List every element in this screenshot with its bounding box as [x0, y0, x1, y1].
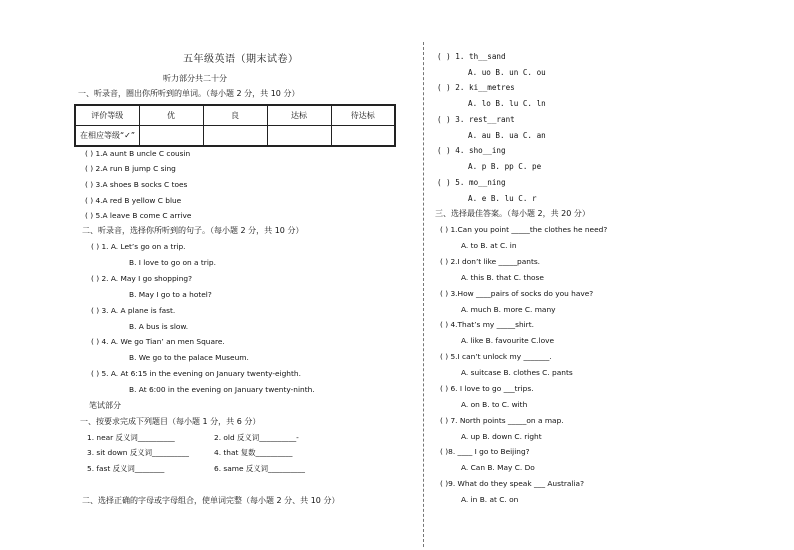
section1-heading: 一、听录音，圈出你所听到的单词。（每小题 2 分，共 10 分） [78, 89, 300, 98]
column-divider [423, 42, 424, 547]
table-cell [203, 126, 267, 147]
list-item: ( ) 5.A leave B come C arrive [85, 211, 192, 220]
list-item: ( )9. What do they speak ___ Australia? [440, 479, 584, 488]
list-item: ( ) 3. A. A plane is fast. [91, 306, 176, 315]
table-row [75, 105, 395, 126]
table-cell: 达标 [267, 105, 331, 126]
section2-heading: 二、听录音，选择你所听到的句子。（每小题 2 分，共 10 分） [82, 226, 304, 235]
list-item: ( ) 2. ki__metres [437, 83, 515, 92]
list-item: A. to B. at C. in [461, 241, 517, 250]
table-cell: 优 [139, 105, 203, 126]
list-item: ( ) 4.That’s my _____shirt. [440, 320, 534, 329]
list-item: ( ) 4. A. We go Tian’ an men Square. [91, 337, 225, 346]
list-item: 4. that 复数__________ [214, 448, 293, 457]
list-item: A. lo B. lu C. ln [468, 99, 546, 108]
list-item: 6. same 反义词__________ [214, 464, 306, 473]
list-item: ( ) 1. th__sand [437, 52, 506, 61]
list-item: A. up B. down C. right [461, 432, 542, 441]
list-item: B. We go to the palace Museum. [129, 353, 249, 362]
list-item: ( ) 4.A red B yellow C blue [85, 196, 182, 205]
list-item: ( ) 3. rest__rant [437, 115, 515, 124]
list-item: ( ) 3.A shoes B socks C toes [85, 180, 188, 189]
list-item: A. au B. ua C. an [468, 131, 546, 140]
list-item: B. I love to go on a trip. [129, 258, 216, 267]
list-item: A. suitcase B. clothes C. pants [461, 368, 573, 377]
table-row [75, 126, 395, 147]
list-item: B. May I go to a hotel? [129, 290, 212, 299]
list-item: 3. sit down 反义词__________ [87, 448, 189, 457]
list-item: 1. near 反义词__________ [87, 433, 175, 442]
listening-subtitle: 听力部分共二十分 [163, 74, 227, 83]
table-cell [139, 126, 203, 147]
list-item: A. in B. at C. on [461, 495, 519, 504]
list-item: B. At 6:00 in the evening on January twenty-ninth. [129, 385, 315, 394]
table-cell: 良 [203, 105, 267, 126]
evaluation-table [74, 104, 396, 147]
table-cell: 在相应等级“✓” [75, 126, 139, 147]
list-item: 2. old 反义词__________- [214, 433, 299, 442]
list-item: A. e B. lu C. r [468, 194, 537, 203]
list-item: A. like B. favourite C.love [461, 336, 555, 345]
list-item: ( ) 6. I love to go ___trips. [440, 384, 534, 393]
written-part-label: 笔试部分 [89, 401, 121, 410]
list-item: ( ) 3.How ____pairs of socks do you have? [440, 289, 594, 298]
written-section1-heading: 一、按要求完成下列题目（每小题 1 分，共 6 分） [80, 417, 261, 426]
table-cell [267, 126, 331, 147]
table-cell: 待达标 [331, 105, 395, 126]
list-item: ( ) 2. A. May I go shopping? [91, 274, 193, 283]
list-item: ( ) 5. mo__ning [437, 178, 506, 187]
list-item: ( )8. ____ I go to Beijing? [440, 447, 530, 456]
list-item: A. Can B. May C. Do [461, 463, 535, 472]
list-item: A. on B. to C. with [461, 400, 528, 409]
list-item: ( ) 2.I don’t like _____pants. [440, 257, 541, 266]
list-item: ( ) 5.I can’t unlock my _______. [440, 352, 552, 361]
list-item: A. uo B. un C. ou [468, 68, 546, 77]
list-item: A. this B. that C. those [461, 273, 544, 282]
section3-heading: 三、选择最佳答案。（每小题 2，共 20 分） [435, 209, 590, 218]
list-item: ( ) 4. sho__ing [437, 146, 506, 155]
written-section2-heading: 二、选择正确的字母或字母组合，使单词完整（每小题 2 分、共 10 分） [82, 496, 340, 505]
list-item: ( ) 1.Can you point _____the clothes he need? [440, 225, 608, 234]
list-item: ( ) 1. A. Let’s go on a trip. [91, 242, 186, 251]
page-title: 五年级英语（期末试卷） [183, 54, 299, 65]
list-item: A. much B. more C. many [461, 305, 556, 314]
list-item: B. A bus is slow. [129, 322, 189, 331]
list-item: ( ) 5. A. At 6:15 in the evening on January twenty-eighth. [91, 369, 301, 378]
list-item: A. p B. pp C. pe [468, 162, 542, 171]
list-item: ( ) 7. North points _____on a map. [440, 416, 564, 425]
table-cell [331, 126, 395, 147]
list-item: ( ) 2.A run B jump C sing [85, 164, 176, 173]
list-item: 5. fast 反义词________ [87, 464, 165, 473]
table-cell: 评价等级 [75, 105, 139, 126]
list-item: ( ) 1.A aunt B uncle C cousin [85, 149, 191, 158]
